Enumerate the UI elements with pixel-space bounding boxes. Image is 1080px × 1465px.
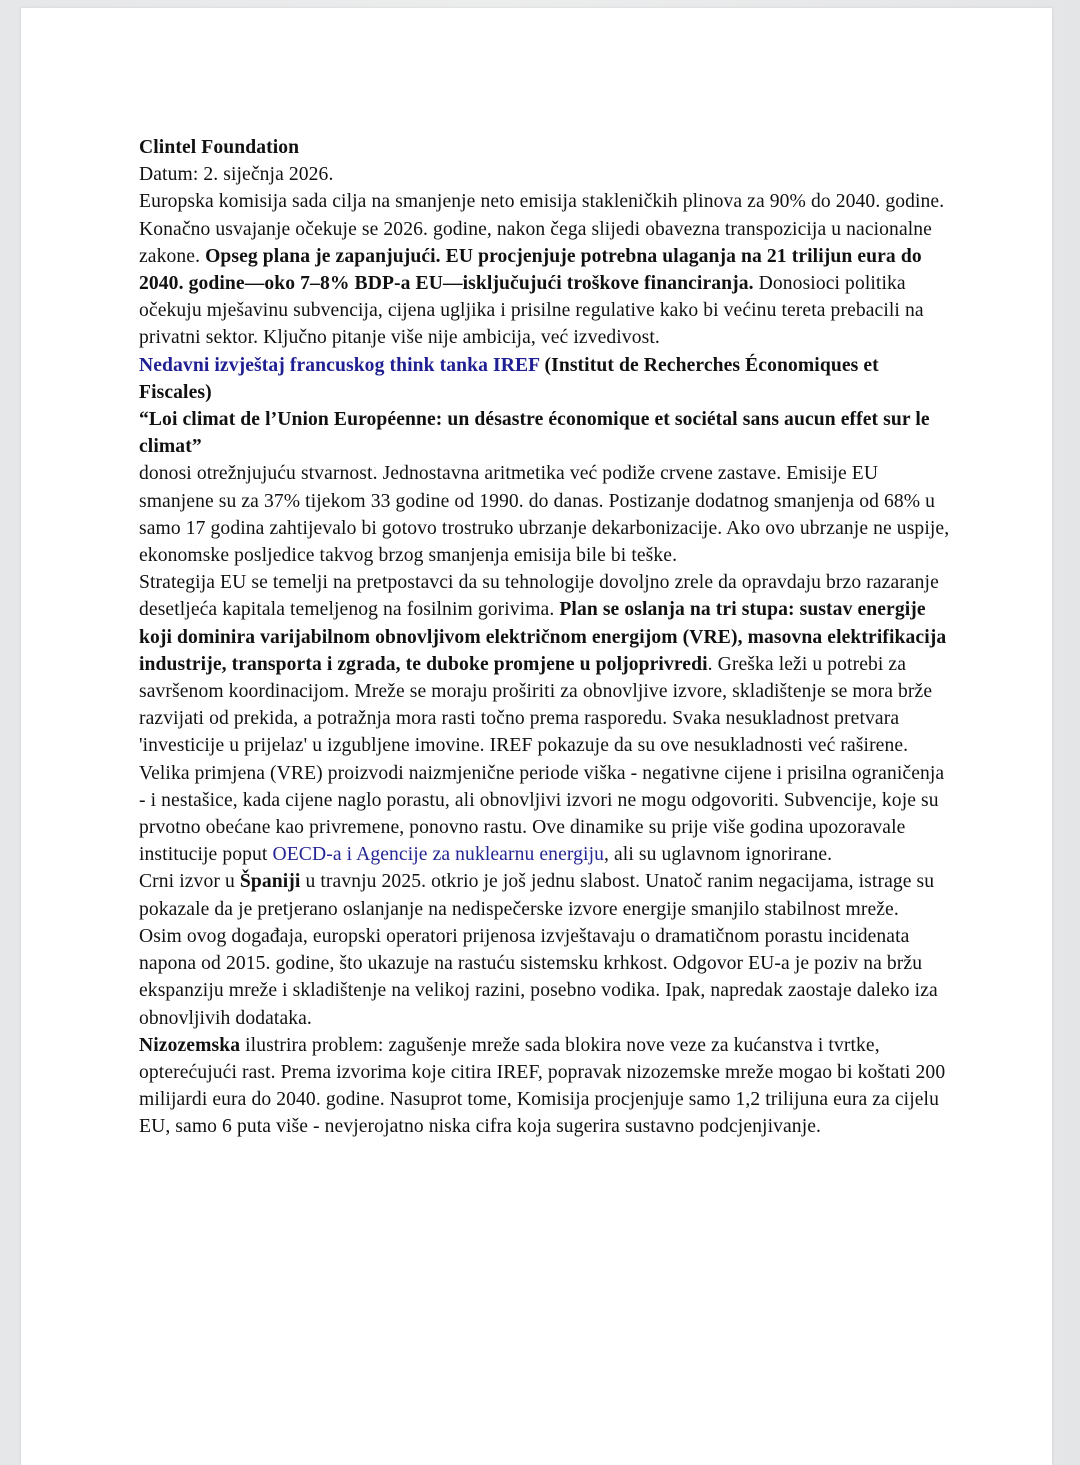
date-line: Datum: 2. siječnja 2026. [139,164,334,186]
intro-text-1: Europska komisija sada cilja na smanjenje neto emisija stakleničkih plinova za 90% do 2040. godine. Konačno usvajanje očekuje se 2026. godine, nakon čega slijedi obavezna transpozicija u nacionalne zakone. [139,191,945,267]
report-heading [139,352,951,406]
vre-text-3: , ali su uglavnom ignorirane. [604,844,833,866]
arithmetic-paragraph: donosi otrežnjujuću stvarnost. Jednostavna aritmetika već podiže crvene zastave. Emisije EU smanjene su za 37% tijekom 33 godine od 1990. do danas. Postizanje dodatnog smanjenja od 68% u samo 17 godina zahtijevalo bi gotovo trostruko ubrzanje dekarbonizacije. Ako ovo ubrzanje ne uspije, ekonomske posljedice takvog brzog smanjenja emisija bile bi teške. [139,463,950,567]
strategy-text-1: Strategija EU se temelji na pretpostavci da su tehnologije dovoljno zrele da opravdaju brzo razaranje desetljeća kapitala temeljenog na fosilnim gorivima. [139,572,939,621]
document-body [139,134,951,1141]
vre-text-1: Velika primjena (VRE) proizvodi naizmjenične periode viška - negativne cijene i prisilna ograničenja - i nestašice, kada cijene naglo porastu, ali obnovljivi izvori ne mogu odgovoriti. Subvencije, koje su prvotno obećane kao privremene, ponovno rastu. Ove dinamike su prije više godina upozoravale institucije poput [139,762,945,866]
organization-heading [139,134,951,161]
iref-report-link[interactable]: Nedavni izvještaj francuskog think tanka IREF [139,354,540,376]
netherlands-paragraph [139,1032,951,1141]
intro-text-3: Donosioci politika očekuju mješavinu subvencija, cijena ugljika i prisilne regulative kako bi većinu tereta prebacili na privatni sektor. Ključno pitanje više nije ambicija, već izvedivost. [139,273,924,349]
spain-paragraph [139,868,951,922]
spain-text-1: Crni izvor u [139,871,240,893]
organization-name: Clintel Foundation [139,137,300,158]
intro-paragraph [139,188,951,351]
intro-text-bold: Opseg plana je zapanjujući. EU procjenjuje potrebna ulaganja na 21 trilijun eura do 2040. godine—oko 7–8% BDP-a EU—isključujući troškove financiranja. [139,245,922,295]
document-page [21,8,1052,1465]
spain-text-3: u travnju 2025. otkrio je još jednu slabost. Unatoč ranim negacijama, istrage su pokazale da je pretjerano oslanjanje na nedispečerske izvore energije smanjilo stabilnost mreže. [139,871,935,920]
french-report-title [139,406,951,460]
iref-report-expansion: (Institut de Recherches Économiques et Fiscales) [139,354,879,403]
voltage-paragraph: Osim ovog događaja, europski operatori prijenosa izvještavaju o dramatičnom porastu incidenata napona od 2015. godine, što ukazuje na rastuću sistemsku krhkost. Odgovor EU-a je poziv na bržu ekspanziju mreže i skladištenje na velikoj razini, posebno vodika. Ipak, napredak zaostaje daleko iza obnovljivih dodataka. [139,925,938,1029]
strategy-three-pillars-bold: Plan se oslanja na tri stupa: sustav energije koji dominira varijabilnom obnovljivom električnom energijom (VRE), masovna elektrifikacija industrije, transporta i zgrada, te duboke promjene u poljoprivredi [139,599,947,675]
strategy-paragraph [139,569,951,759]
french-title-text: “Loi climat de l’Union Européenne: un désastre économique et sociétal sans aucun effet sur le climat” [139,409,930,458]
netherlands-country-bold: Nizozemska [139,1034,241,1056]
spain-country-bold: Španiji [239,871,301,893]
oecd-nea-link[interactable]: OECD-a i Agencije za nuklearnu energiju [272,844,605,866]
strategy-text-3: . Greška leži u potrebi za savršenom koordinacijom. Mreže se moraju proširiti za obnovljive izvore, skladištenje se mora brže razvijati od prekida, a potražnja mora rasti točno prema rasporedu. Svaka nesukladnost pretvara 'investicije u prijelaz' u izgubljene imovine. IREF pokazuje da su ove nesukladnosti već raširene. [139,653,933,757]
netherlands-text-2: ilustrira problem: zagušenje mreže sada blokira nove veze za kućanstva i tvrtke, opterećujući rast. Prema izvorima koje citira IREF, popravak nizozemske mreže mogao bi koštati 200 milijardi eura do 2040. godine. Nasuprot tome, Komisija procjenjuje samo 1,2 trilijuna eura za cijelu EU, samo 6 puta više - nevjerojatno niska cifra koja sugerira sustavno podcjenjivanje. [139,1034,946,1138]
vre-paragraph [139,760,951,869]
